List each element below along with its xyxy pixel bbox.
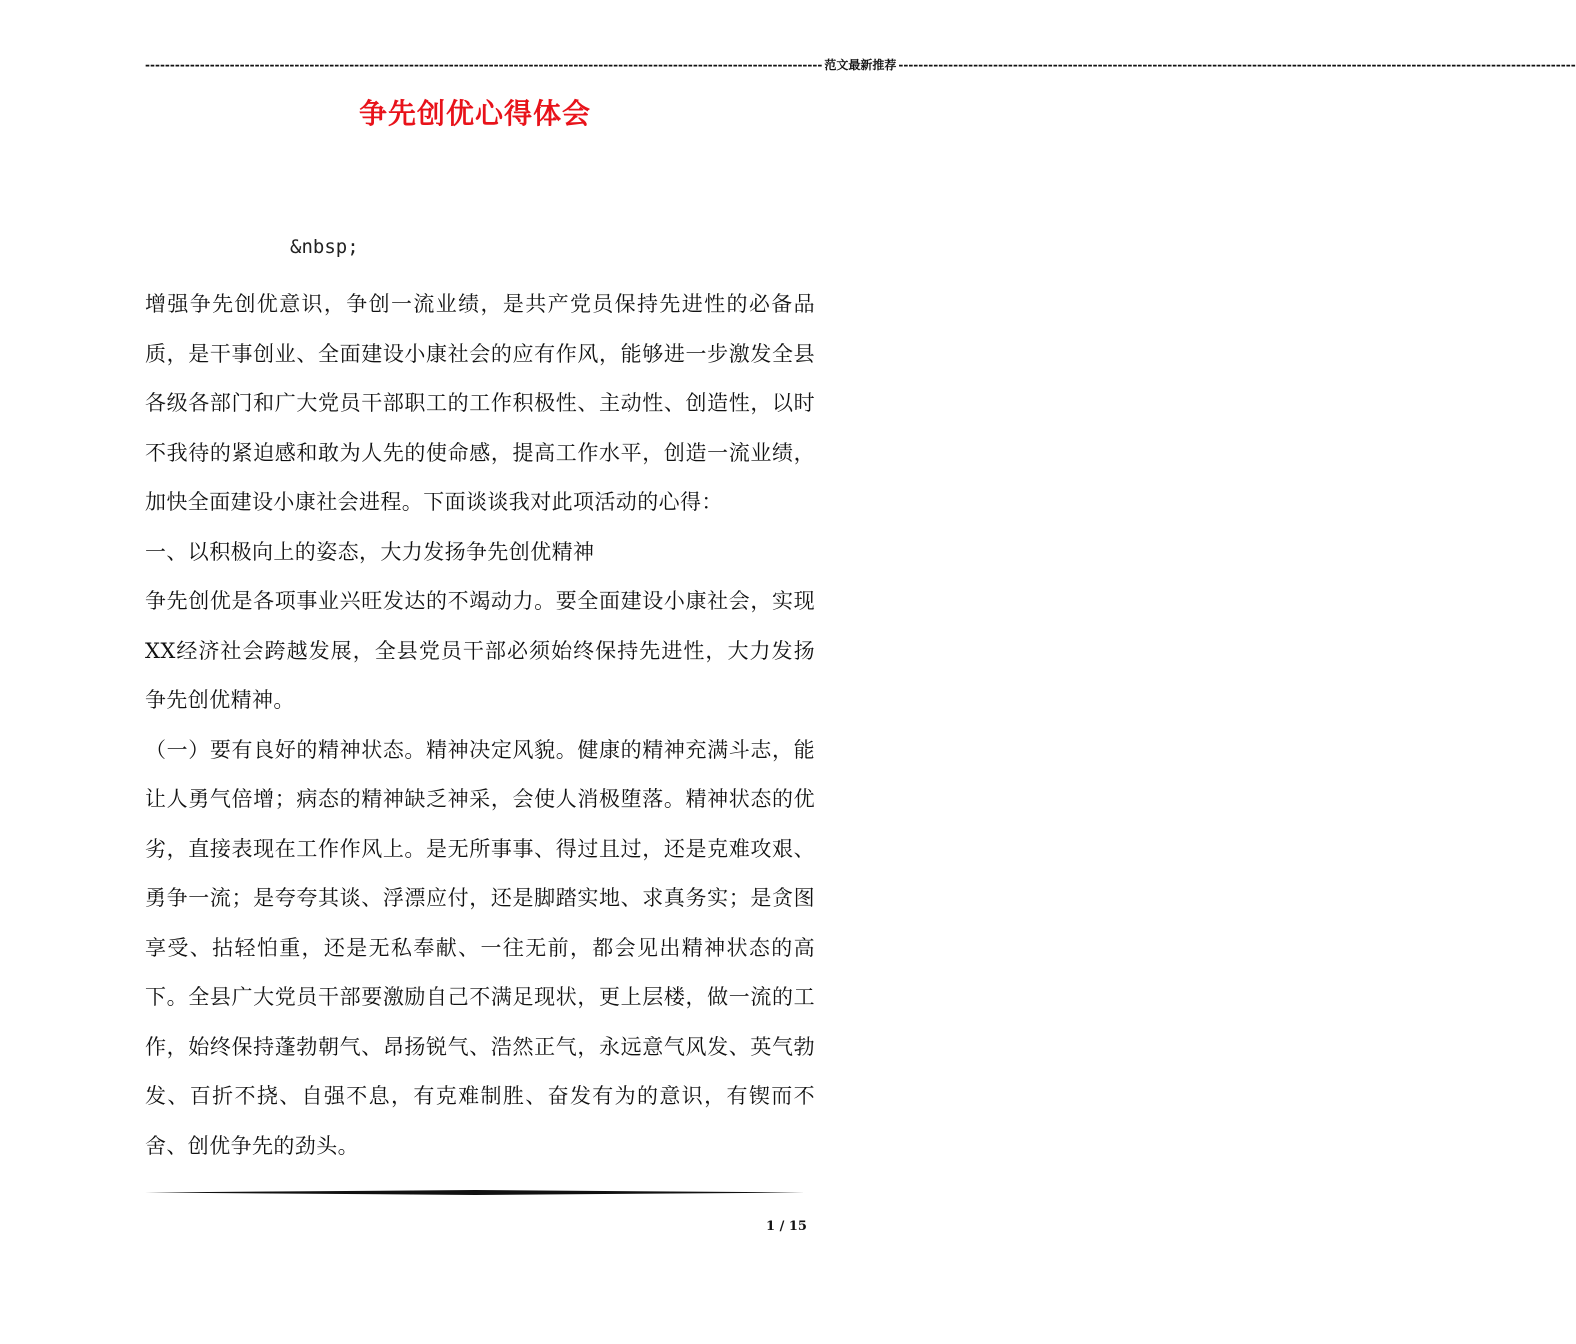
page-separator: / [779,1219,785,1234]
page-number [766,1219,807,1234]
document-title: 争先创优心得体会 [358,97,591,130]
paragraph-subsection-one: （一）要有良好的精神状态。精神决定风貌。健康的精神充满斗志，能让人勇气倍增；病态的精神缺乏神采，会使人消极堕落。精神状态的优劣，直接表现在工作作风上。是无所事事、得过且过，还是克难攻艰、勇争一流；是夸夸其谈、浮漂应付，还是脚踏实地、求真务实；是贪图享受、拈轻怕重，还是无私奉献、一往无前，都会见出精神状态的高下。全县广大党员干部要激励自己不满足现状，更上层楼，做一流的工作，始终保持蓬勃朝气、昂扬锐气、浩然正气，永远意气风发、英气勃发、百折不挠、自强不息，有克难制胜、奋发有为的意识，有锲而不舍、创优争先的劲头。 [145,737,815,1158]
section-heading: 一、以积极向上的姿态，大力发扬争先创优精神 [145,539,595,564]
header-dashes-right: ---------------------------------------------------------------------------------------------------------------------------------------- [898,57,1576,72]
page-current: 1 [766,1219,776,1234]
nbsp-literal-text: &nbsp; [290,236,359,258]
header-dashes-left: ---------------------------------------------------------------------------------------------------------------------------------------- [145,57,823,72]
footer-divider [145,1190,805,1195]
paragraph-section-one: 争先创优是各项事业兴旺发达的不竭动力。要全面建设小康社会，实现XX经济社会跨越发展，全县党员干部必须始终保持先进性，大力发扬争先创优精神。 [145,589,815,712]
page-header [145,56,1576,73]
header-label: 范文最新推荐 [824,58,897,72]
page-total: 15 [788,1219,807,1234]
paragraph-intro: 增强争先创优意识，争创一流业绩，是共产党员保持先进性的必备品质，是干事创业、全面建设小康社会的应有作风，能够进一步激发全县各级各部门和广大党员干部职工的工作积极性、主动性、创造性，以时不我待的紧迫感和敢为人先的使命感，提高工作水平，创造一流业绩，加快全面建设小康社会进程。下面谈谈我对此项活动的心得： [145,292,815,514]
document-body [145,280,815,1171]
